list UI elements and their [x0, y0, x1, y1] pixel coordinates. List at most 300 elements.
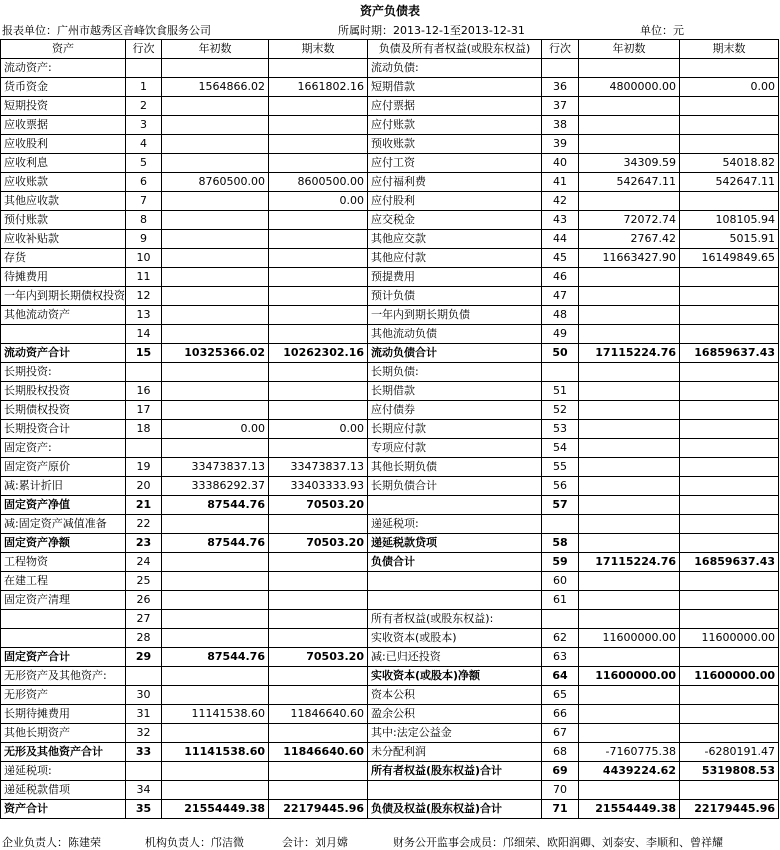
table-row	[1, 420, 779, 439]
asset-opening: 33473837.13	[162, 458, 269, 477]
liability-name: 应付票据	[368, 97, 542, 116]
asset-name: 长期股权投资	[1, 382, 126, 401]
liability-row-no: 60	[542, 572, 579, 591]
liability-opening	[579, 572, 680, 591]
table-row	[1, 743, 779, 762]
asset-row-no: 14	[126, 325, 162, 344]
liability-name	[368, 496, 542, 515]
asset-opening: 87544.76	[162, 496, 269, 515]
liability-opening: 17115224.76	[579, 553, 680, 572]
liability-name: 流动负债:	[368, 59, 542, 78]
asset-name: 预付账款	[1, 211, 126, 230]
supervisory-committee: 财务公开监事会成员：邝细荣、欧阳润卿、刘泰安、李顺和、曾祥耀	[393, 836, 723, 849]
signatures-footer	[0, 834, 780, 850]
liability-closing	[680, 135, 779, 154]
liability-opening	[579, 420, 680, 439]
table-row	[1, 173, 779, 192]
asset-row-no: 30	[126, 686, 162, 705]
liability-row-no: 39	[542, 135, 579, 154]
liability-opening	[579, 135, 680, 154]
asset-row-no: 31	[126, 705, 162, 724]
liability-name: 其中:法定公益金	[368, 724, 542, 743]
table-row	[1, 667, 779, 686]
report-title: 资产负债表	[359, 4, 420, 18]
table-row	[1, 306, 779, 325]
asset-closing	[269, 724, 368, 743]
asset-closing	[269, 154, 368, 173]
liability-opening: 2767.42	[579, 230, 680, 249]
asset-closing: 33473837.13	[269, 458, 368, 477]
liability-closing	[680, 610, 779, 629]
table-row	[1, 534, 779, 553]
liability-closing	[680, 515, 779, 534]
reporting-unit	[2, 22, 211, 39]
unit-label: 报表单位：	[2, 24, 57, 37]
asset-name	[1, 629, 126, 648]
asset-name: 无形及其他资产合计	[1, 743, 126, 762]
liability-opening	[579, 97, 680, 116]
liability-opening	[579, 306, 680, 325]
asset-opening	[162, 439, 269, 458]
table-row	[1, 116, 779, 135]
liability-row-no: 43	[542, 211, 579, 230]
asset-name: 应收利息	[1, 154, 126, 173]
liability-name: 应付福利费	[368, 173, 542, 192]
asset-name: 递延税项:	[1, 762, 126, 781]
asset-closing: 1661802.16	[269, 78, 368, 97]
table-header-row	[1, 40, 779, 59]
liability-closing	[680, 591, 779, 610]
asset-row-no: 21	[126, 496, 162, 515]
asset-row-no: 19	[126, 458, 162, 477]
liability-opening	[579, 496, 680, 515]
liability-closing: 16859637.43	[680, 344, 779, 363]
asset-name: 减:固定资产减值准备	[1, 515, 126, 534]
header-row-no: 行次	[126, 40, 162, 59]
liability-name: 预提费用	[368, 268, 542, 287]
liability-name	[368, 781, 542, 800]
asset-closing	[269, 629, 368, 648]
liability-opening	[579, 59, 680, 78]
table-row	[1, 97, 779, 116]
asset-row-no: 12	[126, 287, 162, 306]
liability-row-no: 41	[542, 173, 579, 192]
asset-row-no: 13	[126, 306, 162, 325]
header-opening: 年初数	[162, 40, 269, 59]
header-row-no-right: 行次	[542, 40, 579, 59]
liability-row-no: 48	[542, 306, 579, 325]
asset-opening	[162, 230, 269, 249]
liability-closing	[680, 477, 779, 496]
liability-closing	[680, 97, 779, 116]
reporting-period	[338, 22, 525, 39]
liability-name: 负债及权益(股东权益)合计	[368, 800, 542, 819]
liability-name: 长期借款	[368, 382, 542, 401]
liability-opening: 72072.74	[579, 211, 680, 230]
liability-row-no	[542, 363, 579, 382]
table-row	[1, 572, 779, 591]
liability-row-no: 40	[542, 154, 579, 173]
liability-name: 所有者权益(或股东权益):	[368, 610, 542, 629]
asset-closing: 70503.20	[269, 496, 368, 515]
liability-opening	[579, 781, 680, 800]
asset-opening	[162, 135, 269, 154]
liability-closing: 11600000.00	[680, 629, 779, 648]
liability-row-no	[542, 610, 579, 629]
liability-opening: 11663427.90	[579, 249, 680, 268]
asset-row-no: 32	[126, 724, 162, 743]
asset-opening: 1564866.02	[162, 78, 269, 97]
liability-opening: 17115224.76	[579, 344, 680, 363]
liability-closing: 54018.82	[680, 154, 779, 173]
asset-opening	[162, 667, 269, 686]
liability-opening	[579, 591, 680, 610]
asset-name: 固定资产合计	[1, 648, 126, 667]
liability-closing: -6280191.47	[680, 743, 779, 762]
table-row	[1, 401, 779, 420]
liability-name: 流动负债合计	[368, 344, 542, 363]
asset-opening	[162, 154, 269, 173]
asset-row-no: 28	[126, 629, 162, 648]
asset-row-no: 16	[126, 382, 162, 401]
liability-opening	[579, 363, 680, 382]
liability-name: 一年内到期长期负债	[368, 306, 542, 325]
asset-closing	[269, 762, 368, 781]
liability-closing	[680, 363, 779, 382]
liability-closing	[680, 496, 779, 515]
liability-name: 长期应付款	[368, 420, 542, 439]
asset-closing	[269, 230, 368, 249]
asset-opening	[162, 610, 269, 629]
table-row	[1, 591, 779, 610]
asset-closing	[269, 363, 368, 382]
liability-name	[368, 572, 542, 591]
liability-closing: 22179445.96	[680, 800, 779, 819]
asset-name: 其他应收款	[1, 192, 126, 211]
asset-row-no: 23	[126, 534, 162, 553]
header-opening-right: 年初数	[579, 40, 680, 59]
asset-opening	[162, 591, 269, 610]
table-row	[1, 363, 779, 382]
asset-name: 固定资产清理	[1, 591, 126, 610]
liability-row-no: 67	[542, 724, 579, 743]
asset-opening: 87544.76	[162, 648, 269, 667]
asset-closing	[269, 667, 368, 686]
liability-opening: 11600000.00	[579, 667, 680, 686]
liability-row-no: 46	[542, 268, 579, 287]
liability-name: 应付账款	[368, 116, 542, 135]
asset-name: 其他长期资产	[1, 724, 126, 743]
liability-opening: 4800000.00	[579, 78, 680, 97]
liability-row-no: 68	[542, 743, 579, 762]
liability-name: 短期借款	[368, 78, 542, 97]
table-row	[1, 762, 779, 781]
liability-row-no: 69	[542, 762, 579, 781]
asset-name	[1, 610, 126, 629]
asset-name: 无形资产	[1, 686, 126, 705]
asset-opening	[162, 325, 269, 344]
liability-row-no: 52	[542, 401, 579, 420]
asset-row-no: 11	[126, 268, 162, 287]
asset-opening	[162, 762, 269, 781]
liability-opening: 4439224.62	[579, 762, 680, 781]
liability-closing	[680, 724, 779, 743]
asset-opening	[162, 211, 269, 230]
table-row	[1, 230, 779, 249]
asset-name: 应收股利	[1, 135, 126, 154]
liability-closing	[680, 325, 779, 344]
table-row	[1, 477, 779, 496]
liability-name: 预计负债	[368, 287, 542, 306]
asset-name: 递延税款借项	[1, 781, 126, 800]
asset-closing	[269, 116, 368, 135]
liability-closing	[680, 781, 779, 800]
asset-row-no: 20	[126, 477, 162, 496]
liability-closing	[680, 648, 779, 667]
liability-closing: 5319808.53	[680, 762, 779, 781]
asset-name: 应收补贴款	[1, 230, 126, 249]
liability-closing	[680, 192, 779, 211]
liability-opening	[579, 648, 680, 667]
table-row	[1, 211, 779, 230]
asset-closing: 11846640.60	[269, 705, 368, 724]
asset-row-no: 2	[126, 97, 162, 116]
table-row	[1, 553, 779, 572]
liability-name: 减:已归还投资	[368, 648, 542, 667]
liability-name	[368, 591, 542, 610]
asset-name: 固定资产净值	[1, 496, 126, 515]
liability-closing	[680, 534, 779, 553]
asset-opening	[162, 724, 269, 743]
liability-opening	[579, 477, 680, 496]
asset-closing	[269, 97, 368, 116]
asset-opening	[162, 192, 269, 211]
asset-closing: 70503.20	[269, 648, 368, 667]
asset-closing	[269, 306, 368, 325]
asset-opening: 87544.76	[162, 534, 269, 553]
asset-row-no: 8	[126, 211, 162, 230]
asset-name: 长期投资合计	[1, 420, 126, 439]
liability-row-no: 64	[542, 667, 579, 686]
asset-row-no: 3	[126, 116, 162, 135]
asset-closing	[269, 610, 368, 629]
liability-row-no: 37	[542, 97, 579, 116]
asset-name: 固定资产:	[1, 439, 126, 458]
table-row	[1, 439, 779, 458]
asset-row-no	[126, 59, 162, 78]
asset-opening	[162, 268, 269, 287]
asset-closing: 70503.20	[269, 534, 368, 553]
asset-name: 长期投资:	[1, 363, 126, 382]
enterprise-head: 企业负责人：陈建荣	[2, 836, 101, 849]
balance-sheet-table	[0, 39, 779, 819]
asset-opening	[162, 249, 269, 268]
liability-name: 长期负债合计	[368, 477, 542, 496]
liability-opening	[579, 325, 680, 344]
liability-row-no: 71	[542, 800, 579, 819]
liability-row-no: 44	[542, 230, 579, 249]
asset-row-no: 7	[126, 192, 162, 211]
table-row	[1, 154, 779, 173]
liability-row-no: 56	[542, 477, 579, 496]
liability-closing	[680, 306, 779, 325]
liability-row-no: 65	[542, 686, 579, 705]
asset-closing	[269, 287, 368, 306]
liability-row-no: 62	[542, 629, 579, 648]
liability-closing: 108105.94	[680, 211, 779, 230]
liability-closing	[680, 287, 779, 306]
liability-closing: 542647.11	[680, 173, 779, 192]
liability-row-no: 53	[542, 420, 579, 439]
table-row	[1, 686, 779, 705]
asset-closing	[269, 572, 368, 591]
liability-row-no: 50	[542, 344, 579, 363]
table-row	[1, 59, 779, 78]
asset-name: 其他流动资产	[1, 306, 126, 325]
table-row	[1, 705, 779, 724]
asset-closing	[269, 382, 368, 401]
asset-opening	[162, 515, 269, 534]
liability-name: 实收资本(或股本)	[368, 629, 542, 648]
asset-row-no: 22	[126, 515, 162, 534]
liability-opening	[579, 610, 680, 629]
asset-row-no: 6	[126, 173, 162, 192]
asset-name: 应收票据	[1, 116, 126, 135]
asset-row-no: 18	[126, 420, 162, 439]
asset-opening	[162, 629, 269, 648]
liability-closing: 16859637.43	[680, 553, 779, 572]
liability-row-no: 45	[542, 249, 579, 268]
asset-name: 减:累计折旧	[1, 477, 126, 496]
liability-closing	[680, 116, 779, 135]
asset-opening	[162, 97, 269, 116]
liability-opening	[579, 439, 680, 458]
asset-opening	[162, 287, 269, 306]
asset-name: 存货	[1, 249, 126, 268]
asset-row-no: 27	[126, 610, 162, 629]
asset-name: 一年内到期长期债权投资	[1, 287, 126, 306]
report-meta	[0, 22, 780, 39]
liability-row-no: 54	[542, 439, 579, 458]
asset-row-no: 10	[126, 249, 162, 268]
liability-name: 资本公积	[368, 686, 542, 705]
liability-opening: 34309.59	[579, 154, 680, 173]
asset-opening	[162, 686, 269, 705]
liability-row-no: 57	[542, 496, 579, 515]
asset-name: 短期投资	[1, 97, 126, 116]
period-label: 所属时期：	[338, 24, 393, 37]
liability-row-no	[542, 59, 579, 78]
asset-name: 工程物资	[1, 553, 126, 572]
liability-name: 盈余公积	[368, 705, 542, 724]
asset-opening	[162, 401, 269, 420]
liability-name: 实收资本(或股本)净额	[368, 667, 542, 686]
liability-opening	[579, 705, 680, 724]
asset-name: 固定资产原价	[1, 458, 126, 477]
asset-name: 长期债权投资	[1, 401, 126, 420]
asset-closing	[269, 553, 368, 572]
table-row	[1, 781, 779, 800]
table-row	[1, 648, 779, 667]
asset-row-no: 4	[126, 135, 162, 154]
liability-opening	[579, 116, 680, 135]
asset-name: 无形资产及其他资产:	[1, 667, 126, 686]
asset-row-no: 26	[126, 591, 162, 610]
asset-opening: 8760500.00	[162, 173, 269, 192]
table-row	[1, 287, 779, 306]
liability-opening	[579, 458, 680, 477]
asset-opening: 11141538.60	[162, 743, 269, 762]
liability-closing: 0.00	[680, 78, 779, 97]
asset-opening	[162, 553, 269, 572]
liability-row-no: 42	[542, 192, 579, 211]
liability-closing	[680, 382, 779, 401]
liability-row-no: 51	[542, 382, 579, 401]
table-row	[1, 800, 779, 819]
asset-closing	[269, 59, 368, 78]
liability-closing	[680, 458, 779, 477]
asset-closing	[269, 135, 368, 154]
asset-row-no: 17	[126, 401, 162, 420]
liability-row-no: 38	[542, 116, 579, 135]
table-row	[1, 382, 779, 401]
liability-name: 长期负债:	[368, 363, 542, 382]
liability-row-no: 55	[542, 458, 579, 477]
liability-row-no: 58	[542, 534, 579, 553]
liability-name: 应付工资	[368, 154, 542, 173]
liability-row-no: 47	[542, 287, 579, 306]
liability-opening: 11600000.00	[579, 629, 680, 648]
asset-opening: 21554449.38	[162, 800, 269, 819]
asset-closing	[269, 401, 368, 420]
liability-row-no	[542, 515, 579, 534]
asset-closing: 8600500.00	[269, 173, 368, 192]
asset-closing: 11846640.60	[269, 743, 368, 762]
asset-row-no: 1	[126, 78, 162, 97]
liability-opening	[579, 287, 680, 306]
asset-opening	[162, 781, 269, 800]
liability-opening	[579, 534, 680, 553]
liability-row-no: 49	[542, 325, 579, 344]
table-row	[1, 610, 779, 629]
asset-opening: 0.00	[162, 420, 269, 439]
liability-closing	[680, 705, 779, 724]
table-row	[1, 515, 779, 534]
liability-name: 专项应付款	[368, 439, 542, 458]
asset-row-no: 35	[126, 800, 162, 819]
liability-closing	[680, 420, 779, 439]
asset-closing: 0.00	[269, 420, 368, 439]
table-row	[1, 496, 779, 515]
liability-opening	[579, 192, 680, 211]
asset-closing	[269, 439, 368, 458]
header-closing-right: 期末数	[680, 40, 779, 59]
liability-opening	[579, 401, 680, 420]
liability-opening	[579, 724, 680, 743]
asset-row-no: 24	[126, 553, 162, 572]
liability-opening	[579, 382, 680, 401]
asset-opening	[162, 306, 269, 325]
asset-name: 长期待摊费用	[1, 705, 126, 724]
company-name: 广州市越秀区音峰饮食服务公司	[57, 24, 211, 37]
asset-closing	[269, 268, 368, 287]
asset-name	[1, 325, 126, 344]
liability-name: 其他长期负债	[368, 458, 542, 477]
period-value: 2013-12-1至2013-12-31	[393, 24, 525, 37]
liability-closing	[680, 439, 779, 458]
liability-name: 未分配利润	[368, 743, 542, 762]
liability-name: 应付股利	[368, 192, 542, 211]
